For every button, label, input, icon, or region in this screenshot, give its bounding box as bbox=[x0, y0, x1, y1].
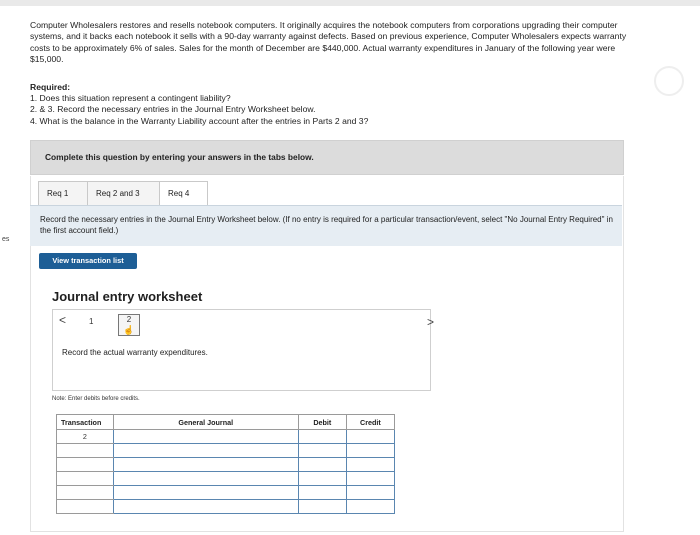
transaction-cell bbox=[57, 458, 114, 472]
tab-req-1[interactable]: Req 1 bbox=[38, 181, 88, 205]
chevron-left-icon[interactable]: < bbox=[59, 313, 67, 327]
account-input[interactable] bbox=[113, 472, 298, 486]
page-2-current[interactable] bbox=[118, 314, 140, 336]
credit-input[interactable] bbox=[346, 458, 394, 472]
table-row bbox=[57, 500, 395, 514]
debit-input[interactable] bbox=[298, 444, 346, 458]
transaction-cell bbox=[57, 444, 114, 458]
view-transaction-list-button[interactable]: View transaction list bbox=[39, 253, 137, 269]
transaction-number: 2 bbox=[57, 430, 114, 444]
req-tabs bbox=[38, 181, 208, 205]
left-edge-text: es bbox=[2, 236, 10, 243]
instruction-box bbox=[30, 205, 622, 246]
credit-input[interactable] bbox=[346, 430, 394, 444]
table-row bbox=[57, 430, 395, 444]
problem-statement bbox=[30, 20, 630, 65]
debit-input[interactable] bbox=[298, 472, 346, 486]
transaction-cell bbox=[57, 486, 114, 500]
header-debit: Debit bbox=[298, 415, 346, 430]
journal-table bbox=[56, 414, 395, 514]
account-input[interactable] bbox=[113, 486, 298, 500]
header-transaction: Transaction bbox=[57, 415, 114, 430]
transaction-cell bbox=[57, 500, 114, 514]
table-row bbox=[57, 486, 395, 500]
page-1-link[interactable]: 1 bbox=[89, 317, 94, 326]
table-row bbox=[57, 458, 395, 472]
tab-req-2-and-3[interactable]: Req 2 and 3 bbox=[88, 181, 160, 205]
required-title: Required: bbox=[30, 82, 71, 92]
account-input[interactable] bbox=[113, 444, 298, 458]
required-section bbox=[30, 82, 368, 127]
required-item-2: 2. & 3. Record the necessary entries in the Journal Entry Worksheet below. bbox=[30, 104, 316, 115]
required-item-1: 1. Does this situation represent a contingent liability? bbox=[30, 93, 231, 104]
worksheet-title: Journal entry worksheet bbox=[52, 289, 203, 304]
top-strip bbox=[0, 0, 700, 6]
table-row bbox=[57, 444, 395, 458]
credit-input[interactable] bbox=[346, 500, 394, 514]
complete-question-bar bbox=[30, 140, 624, 175]
chevron-right-icon[interactable]: > bbox=[427, 315, 435, 329]
instruction-text: Record the necessary entries in the Journal Entry Worksheet below. (If no entry is required for a particular transaction/event, select "No Journal Entry Required" in the first account field.) bbox=[40, 215, 613, 235]
account-input[interactable] bbox=[113, 500, 298, 514]
table-header-row bbox=[57, 415, 395, 430]
debit-input[interactable] bbox=[298, 430, 346, 444]
watermark-icon bbox=[654, 66, 684, 96]
credit-input[interactable] bbox=[346, 444, 394, 458]
header-credit: Credit bbox=[346, 415, 394, 430]
table-row bbox=[57, 472, 395, 486]
account-input[interactable] bbox=[113, 430, 298, 444]
complete-question-text: Complete this question by entering your answers in the tabs below. bbox=[45, 152, 314, 162]
credit-input[interactable] bbox=[346, 472, 394, 486]
worksheet-prompt: Record the actual warranty expenditures. bbox=[62, 348, 208, 357]
tab-req-4[interactable]: Req 4 bbox=[160, 181, 208, 205]
problem-paragraph: Computer Wholesalers restores and resells notebook computers. It originally acquires the notebook computers from corporations upgrading their computer systems, and it backs each notebook it sells with a 90-day warranty against defects. Based on previous experience, Computer Wholesalers expects warranty costs to be approximately 6% of sales. Sales for the month of December are $440,000. Actual warranty expenditures in January of the following year were $15,000. bbox=[30, 20, 627, 64]
debit-input[interactable] bbox=[298, 458, 346, 472]
hand-pointer-icon: ☝ bbox=[123, 325, 135, 335]
debit-input[interactable] bbox=[298, 486, 346, 500]
account-input[interactable] bbox=[113, 458, 298, 472]
note-text: Note: Enter debits before credits. bbox=[52, 396, 140, 402]
credit-input[interactable] bbox=[346, 486, 394, 500]
page-2-label: 2 bbox=[126, 315, 132, 324]
debit-input[interactable] bbox=[298, 500, 346, 514]
required-item-3: 4. What is the balance in the Warranty Liability account after the entries in Parts 2 and 3? bbox=[30, 115, 369, 126]
transaction-cell bbox=[57, 472, 114, 486]
header-general-journal: General Journal bbox=[113, 415, 298, 430]
